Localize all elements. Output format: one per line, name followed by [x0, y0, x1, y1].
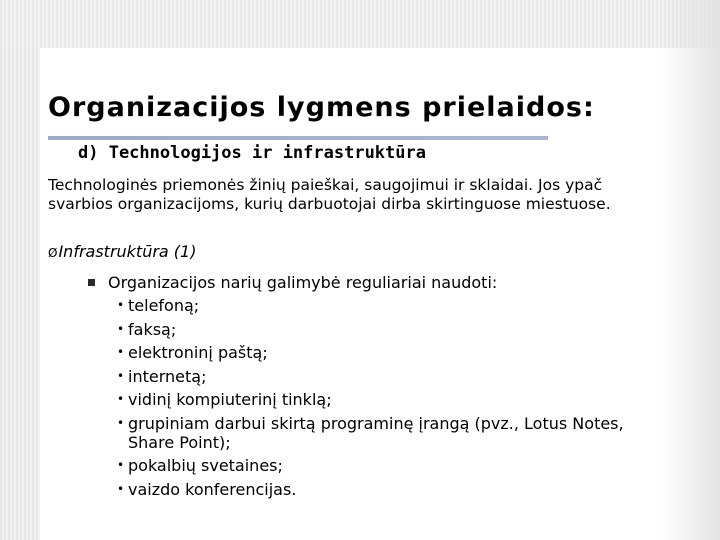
main-point-text: Organizacijos narių galimybė reguliariai naudoti:	[108, 273, 498, 292]
dot-bullet-icon: •	[117, 392, 125, 406]
list-item-text: vidinį kompiuterinį tinklą;	[128, 390, 332, 409]
list-item	[117, 320, 657, 339]
list-item-text: elektroninį paštą;	[128, 343, 268, 362]
list-item-text: vaizdo konferencijas.	[128, 479, 297, 499]
section-heading	[48, 242, 196, 261]
list-item	[117, 296, 657, 315]
list-item-text: telefoną;	[128, 296, 200, 315]
square-bullet-icon	[88, 279, 95, 286]
slide-subtitle: d) Technologijos ir infrastruktūra	[78, 143, 426, 163]
dot-bullet-icon: •	[117, 458, 125, 472]
list-item	[117, 343, 657, 362]
dot-bullet-icon: •	[117, 321, 125, 336]
dot-bullet-icon: •	[117, 298, 125, 312]
list-item-text: grupiniam darbui skirtą programinę įrangą (pvz., Lotus Notes, Share Point);	[128, 413, 624, 452]
list-item-text: pokalbių svetaines;	[128, 456, 283, 475]
list-item-text: internetą;	[128, 366, 207, 386]
right-shade	[660, 0, 720, 540]
list-item-text: faksą;	[128, 319, 177, 339]
tools-list	[117, 296, 657, 503]
list-item	[117, 367, 657, 386]
title-underline	[48, 136, 548, 140]
list-item	[117, 414, 657, 452]
section-heading-text: Infrastruktūra (1)	[58, 242, 197, 261]
dot-bullet-icon: •	[117, 481, 125, 496]
intro-paragraph: Technologinės priemonės žinių paieškai, saugojimui ir sklaidai. Jos ypač svarbios organizacijoms, kurių darbuotojai dirba skirtinguose miestuose.	[48, 176, 611, 213]
list-item	[117, 390, 657, 409]
dot-bullet-icon: •	[117, 415, 125, 430]
left-decor-band	[0, 0, 40, 540]
list-item	[117, 480, 657, 499]
list-item	[117, 456, 657, 475]
top-decor-band	[0, 0, 720, 48]
dot-bullet-icon: •	[117, 345, 125, 359]
arrow-bullet-icon: Ø	[48, 246, 58, 260]
slide-title: Organizacijos lygmens prielaidos:	[48, 92, 595, 123]
dot-bullet-icon: •	[117, 368, 125, 383]
